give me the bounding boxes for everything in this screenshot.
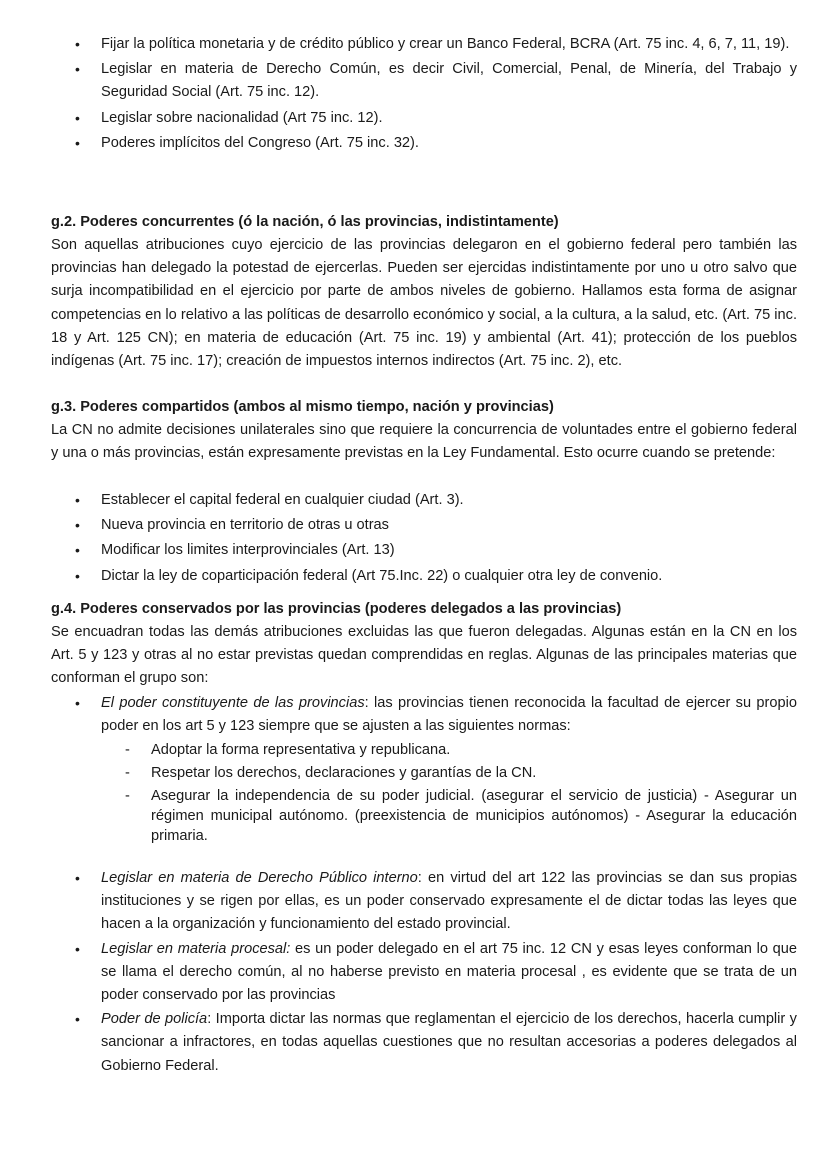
list-item: • Poderes implícitos del Congreso (Art. 75 inc. 32).: [51, 132, 797, 155]
list-item: • Dictar la ley de coparticipación federal (Art 75.Inc. 22) o cualquier otra ley de convenio.: [51, 565, 797, 588]
list-item: [51, 867, 797, 937]
term-label: Legislar en materia procesal:: [101, 940, 291, 957]
section-body-g3: La CN no admite decisiones unilaterales sino que requiere la concurrencia de voluntades entre el gobierno federal y una o más provincias, están expresamente previstas en la Ley Fundamental. Esto ocurre cuando se pretende:: [51, 422, 797, 462]
list-item: [51, 692, 797, 738]
list-item: - Asegurar la independencia de su poder judicial. (asegurar el servicio de justicia) - Asegurar un régimen municipal autónomo. (preexistencia de municipios autónomos) - Asegurar la educación primaria.: [51, 786, 797, 846]
list-item: • Legislar sobre nacionalidad (Art 75 inc. 12).: [51, 107, 797, 130]
list-item: • Establecer el capital federal en cualquier ciudad (Art. 3).: [51, 489, 797, 512]
section-body-g2: Son aquellas atribuciones cuyo ejercicio de las provincias delegaron en el gobierno federal pero también las provincias han delegado la potestad de ejercerlas. Pueden ser ejercidas indistintamente por uno u otro salvo que surja incompatibilidad en el ejercicio por parte de ambos niveles de gobierno. Hallamos esta forma de asignar competencias en lo relativo a las políticas de desarrollo económico y social, a la cultura, a la salud, etc. (Art. 75 inc. 18 y Art. 125 CN); en materia de educación (Art. 75 inc. 19) y ambiental (Art. 41); protección de los pueblos indígenas (Art. 75 inc. 17); creación de impuestos internos indirectos (Art. 75 inc. 2), etc.: [51, 237, 797, 370]
g4-bullet-list-b: [51, 867, 797, 1080]
item-text: : Importa dictar las normas que reglamentan el ejercicio de los derechos, hacerla cumplir y sancionar a infractores, en todas aquellas cuestiones que no resultan accesorias a poderes delegados al Gobierno Federal.: [101, 1011, 797, 1074]
item-text: : en virtud del art 122 las provincias se dan sus propias instituciones y se rigen por ellas, es un poder conservado expresamente el de dictar todas las leyes que hacen a la organización y funcionamiento del estado provincial.: [101, 870, 797, 933]
term-label: Poder de policía: [101, 1011, 208, 1028]
section-heading-g3: g.3. Poderes compartidos (ambos al mismo tiempo, nación y provincias): [51, 399, 554, 415]
g3-bullet-list: [51, 489, 797, 590]
list-item: • Nueva provincia en territorio de otras u otras: [51, 514, 797, 537]
item-text: es un poder delegado en el art 75 inc. 12 CN y esas leyes conforman lo que se llama el derecho común, al no haberse previsto en materia procesal , es evidente que se trata de un poder conservado por las provincias: [101, 940, 797, 1004]
intro-bullet-list: [51, 33, 797, 157]
section-heading-g2: g.2. Poderes concurrentes (ó la nación, ó las provincias, indistintamente): [51, 214, 559, 230]
list-item: [51, 1008, 797, 1078]
section-heading-g4: g.4. Poderes conservados por las provincias (poderes delegados a las provincias): [51, 601, 622, 617]
g4-bullet-list-a: [51, 692, 797, 740]
list-item: • Legislar en materia de Derecho Común, es decir Civil, Comercial, Penal, de Minería, del Trabajo y Seguridad Social (Art. 75 inc. 12).: [51, 58, 797, 104]
section-body-g4: Se encuadran todas las demás atribuciones excluidas las que fueron delegadas. Algunas están en la CN en los Art. 5 y 123 y otras al no estar previstas quedan comprendidas en reglas. Algunas de las principales materias que conforman el grupo son:: [51, 624, 797, 687]
term-label: El poder constituyente de las provincias: [101, 695, 365, 711]
list-item: - Respetar los derechos, declaraciones y garantías de la CN.: [51, 763, 797, 783]
list-item: [51, 938, 797, 1008]
g4-dash-list: [51, 740, 797, 849]
item-text: : las provincias tienen reconocida la facultad de ejercer su propio poder en los art 5 y 123 siempre que se ajusten a las siguientes normas:: [101, 695, 797, 735]
term-label: Legislar en materia de Derecho Público interno: [101, 870, 418, 886]
list-item: - Adoptar la forma representativa y republicana.: [51, 740, 797, 760]
list-item: • Fijar la política monetaria y de crédito público y crear un Banco Federal, BCRA (Art. 75 inc. 4, 6, 7, 11, 19).: [51, 33, 797, 56]
list-item: • Modificar los limites interprovinciales (Art. 13): [51, 539, 797, 562]
